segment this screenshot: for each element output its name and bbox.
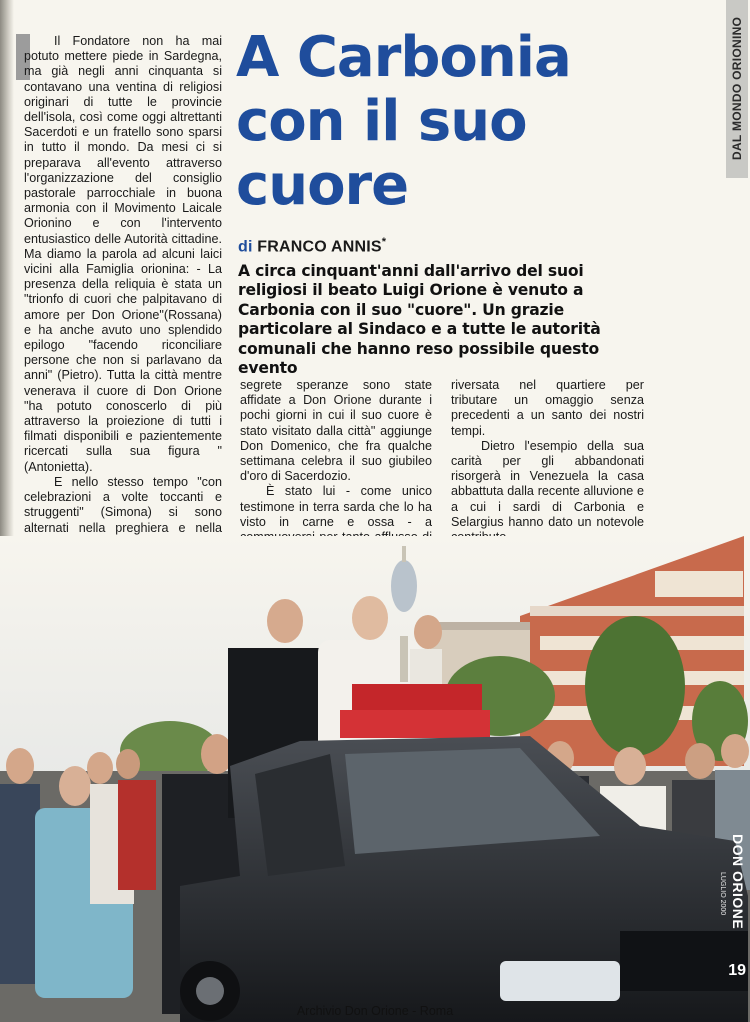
byline-prefix: di <box>238 238 253 256</box>
middle-paragraph-1: segrete speranze sono state affidate a Don Orione durante i pochi giorni in cui il suo cuore è stato visitato dalla città" aggiunge Don Domenico, che fra qualche settimana celebra il suo giubileo d'oro di Sacerdozio. <box>240 378 432 484</box>
byline <box>238 236 386 256</box>
left-paragraph-1: Il Fondatore non ha mai potuto mettere piede in Sardegna, ma già negli anni cinquanta si contavano una ventina di religiosi originari di tutte le provincie dell'isola, così come oggi altrettanti Sacerdoti e un fratello sono sparsi in tutto il mondo. Da mesi ci si preparava all'evento attraverso l'organizzazione del consiglio pastorale parrocchiale in buona armonia con il Movimento Laicale Orionino e con l'intervento entusiastico delle Autorità cittadine. Ma diamo la parola ad alcuni laici vicini alla Famiglia orionina: - La presenza della reliquia è stata un "trionfo di cuori che palpitavano di amore per Don Orione"(Rossana) e ha anche avuto uno splendido epilogo "facendo riconciliare persone che non si parlavano da anni" (Pietro). Tutta la città mentre venerava il cuore di Don Orione "ha potuto conoscerlo di più attraverso la proiezione di tutti i filmati disponibili e pazientemente ricercati sulla sua figura " (Antonietta). <box>24 34 222 474</box>
middle-column <box>240 378 432 560</box>
procession-photo <box>0 536 750 1022</box>
author-mark: * <box>381 236 387 248</box>
article-title <box>236 26 636 218</box>
middle-paragraph-2: È stato lui - come unico testimone in terra sarda che lo ha visto in carne e ossa - a <box>240 484 432 529</box>
magazine-name: DON ORIONE <box>730 834 746 930</box>
right-paragraph-1: riversata nel quartiere per tributare un omaggio senza precedenti a un santo dei nostri tempi. <box>451 378 644 438</box>
title-line-1: A Carbonia <box>236 25 571 90</box>
title-line-3: cuore <box>236 153 409 218</box>
right-paragraph-2: Dietro l'esempio della sua carità per gli abbandonati risorgerà in Venezuela la casa abbattuta dalla recente alluvione e a cui i sardi di Carbonia e Selargius hanno dato un notevole <box>451 438 644 529</box>
section-tab-label: DAL MONDO ORIONINO <box>730 16 744 160</box>
author-name: FRANCO ANNIS <box>257 238 382 256</box>
photo-illustration <box>0 536 750 1022</box>
page-number: 19 <box>728 962 746 979</box>
archive-caption: Archivio Don Orione - Roma <box>296 1004 454 1018</box>
left-paragraph-2: E nello stesso tempo "con celebrazioni a volte toccanti e struggenti" (Simona) si sono alternati nella preghiera e nella <box>24 474 222 535</box>
title-line-2: con il suo <box>236 89 527 154</box>
magazine-issue: LUGLIO 2000 <box>719 872 726 916</box>
lead-paragraph: A circa cinquant'anni dall'arrivo del suoi religiosi il beato Luigi Orione è venuto a Carbonia con il suo "cuore". Un grazie particolare al Sindaco e a tutte le autorità comunali che hanno reso possibile questo evento <box>238 262 601 378</box>
